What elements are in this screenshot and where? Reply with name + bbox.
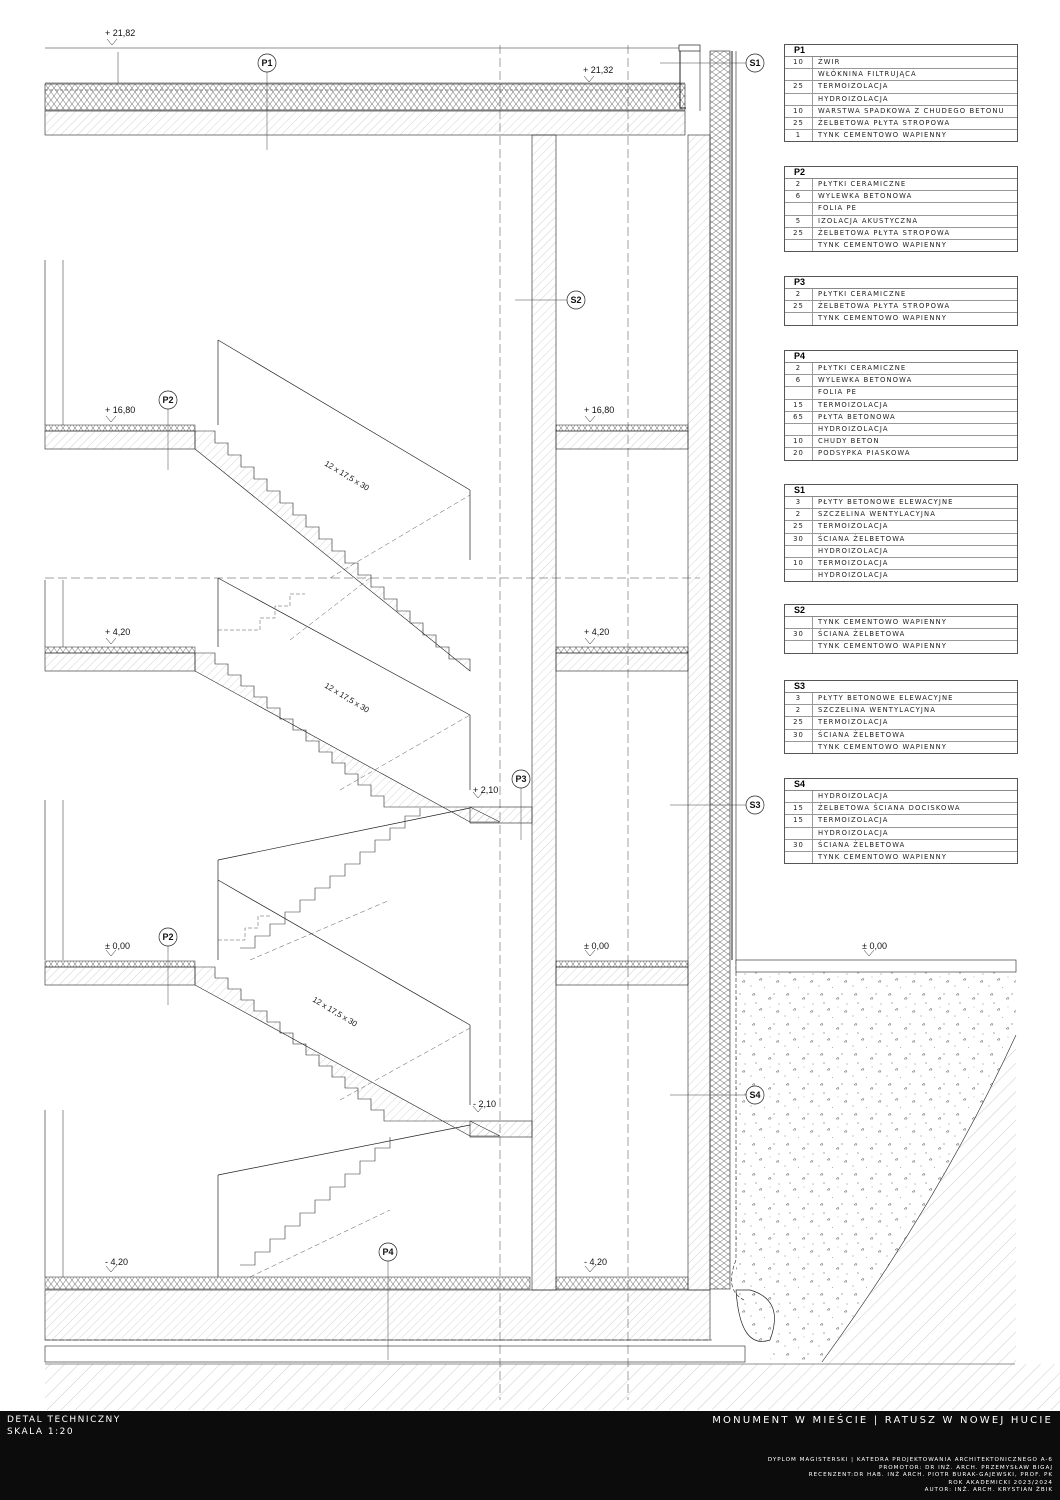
legend-row: [785, 301, 1017, 313]
layer-thickness: 1: [785, 130, 813, 141]
layer-name: HYDROIZOLACJA: [818, 424, 889, 433]
legend-row: [785, 69, 1017, 81]
legend-row: [785, 509, 1017, 521]
level-roof-slab: + 21,32: [583, 65, 614, 75]
legend-table-title: P1: [785, 45, 1017, 57]
layer-name: ŚCIANA ŻELBETOWA: [818, 534, 906, 543]
layer-name: TERMOIZOLACJA: [818, 816, 889, 825]
legend-row: [785, 852, 1017, 863]
level-basement-left: - 4,20: [105, 1257, 129, 1267]
legend-row: [785, 118, 1017, 130]
legend-row: [785, 546, 1017, 558]
layer-thickness: 20: [785, 448, 813, 459]
legend-table-s3: [784, 680, 1018, 754]
legend-row: [785, 106, 1017, 118]
legend-row: [785, 375, 1017, 387]
level-upper-right: + 16,80: [584, 405, 615, 415]
legend-row: [785, 742, 1017, 753]
layer-name: TYNK CEMENTOWO WAPIENNY: [818, 852, 948, 861]
tag-p4: P4: [382, 1247, 394, 1257]
layer-thickness: 30: [785, 730, 813, 741]
legend-row: [785, 203, 1017, 215]
layer-name: WYLEWKA BETONOWA: [818, 192, 913, 201]
layer-name: FOLIA PE: [818, 388, 858, 397]
legend-table-p4: [784, 350, 1018, 461]
layer-thickness: 65: [785, 412, 813, 423]
layer-thickness: [785, 546, 813, 557]
layer-name: HYDROIZOLACJA: [818, 571, 889, 580]
legend-row: [785, 436, 1017, 448]
layer-thickness: 25: [785, 228, 813, 239]
legend-table-title: P4: [785, 351, 1017, 363]
layer-name: TERMOIZOLACJA: [818, 522, 889, 531]
info-line: DYPLOM MAGISTERSKI | KATEDRA PROJEKTOWANIA ARCHITEKTONICZNEGO A-6: [767, 1457, 1053, 1463]
layer-name: TYNK CEMENTOWO WAPIENNY: [818, 240, 948, 249]
layer-name: TERMOIZOLACJA: [818, 400, 889, 409]
info-line: AUTOR: INŻ. ARCH. KRYSTIAN ŻBIK: [924, 1487, 1053, 1494]
layer-thickness: 6: [785, 191, 813, 202]
legend-row: [785, 534, 1017, 546]
layer-thickness: 25: [785, 81, 813, 92]
layer-thickness: [785, 94, 813, 105]
stair-label-middle: 12 x 17,5 x 30: [322, 680, 371, 715]
layer-thickness: [785, 852, 813, 863]
layer-name: PŁYTKI CERAMICZNE: [818, 364, 907, 372]
layer-thickness: 2: [785, 509, 813, 520]
layer-name: TYNK CEMENTOWO WAPIENNY: [818, 131, 948, 140]
legend-table-p2: [784, 166, 1018, 252]
legend-row: [785, 216, 1017, 228]
tag-p2-lower: P2: [162, 932, 174, 942]
layer-thickness: 30: [785, 629, 813, 640]
tag-leaders: [168, 63, 746, 1360]
stair-label-lower: 12 x 17,5 x 30: [310, 994, 359, 1029]
tag-p3: P3: [515, 774, 527, 784]
level-ground-left: ± 0,00: [105, 941, 130, 951]
legend-table-title: P3: [785, 277, 1017, 289]
legend-row: [785, 130, 1017, 141]
layer-name: ŚCIANA ŻELBETOWA: [818, 840, 906, 849]
layer-name: TYNK CEMENTOWO WAPIENNY: [818, 742, 948, 751]
legend-row: [785, 840, 1017, 852]
legend-row: [785, 629, 1017, 641]
info-line: ROK AKADEMICKI 2023/2024: [948, 1479, 1053, 1486]
level-landing-up: + 2,10: [473, 785, 499, 795]
level-second-right: + 4,20: [584, 627, 610, 637]
legend-table-title: P2: [785, 167, 1017, 179]
layer-name: TERMOIZOLACJA: [818, 82, 889, 91]
legend-row: [785, 412, 1017, 424]
layer-name: HYDROIZOLACJA: [818, 828, 889, 837]
legend-row: [785, 815, 1017, 827]
layer-thickness: [785, 203, 813, 214]
level-second-left: + 4,20: [105, 627, 131, 637]
legend-row: [785, 400, 1017, 412]
layer-name: HYDROIZOLACJA: [818, 94, 889, 103]
layer-name: SZCZELINA WENTYLACYJNA: [818, 510, 936, 519]
layer-thickness: [785, 313, 813, 324]
layer-thickness: 15: [785, 400, 813, 411]
layer-thickness: 25: [785, 118, 813, 129]
legend-row: [785, 81, 1017, 93]
legend-table-title: S3: [785, 681, 1017, 693]
layer-name: TYNK CEMENTOWO WAPIENNY: [818, 314, 948, 323]
layer-thickness: [785, 240, 813, 251]
inner-wall-s2: [45, 45, 700, 1400]
layer-thickness: 25: [785, 301, 813, 312]
tag-p1: P1: [261, 58, 273, 68]
layer-name: ŚCIANA ŻELBETOWA: [818, 630, 906, 639]
level-landing-down: - 2,10: [473, 1099, 497, 1109]
drawing-name: DETAL TECHNICZNY: [7, 1415, 121, 1425]
layer-thickness: 10: [785, 106, 813, 117]
layer-name: ŻELBETOWA PŁYTA STROPOWA: [818, 228, 951, 237]
tag-p2-upper: P2: [162, 395, 174, 405]
level-ground-right: ± 0,00: [584, 941, 609, 951]
level-upper-left: + 16,80: [105, 405, 136, 415]
legend-table-p1: [784, 44, 1018, 142]
info-line: RECENZENT:DR HAB. INŻ ARCH. PIOTR BURAK-GAJEWSKI, PROF. PK: [808, 1472, 1053, 1479]
legend-table-s2: [784, 604, 1018, 654]
soil-area: [736, 960, 1016, 1364]
level-roof-top: + 21,82: [105, 28, 136, 38]
layer-thickness: 15: [785, 815, 813, 826]
layer-name: TYNK CEMENTOWO WAPIENNY: [818, 642, 948, 651]
layer-name: CHUDY BETON: [818, 437, 880, 446]
layer-thickness: [785, 828, 813, 839]
layer-name: TYNK CEMENTOWO WAPIENNY: [818, 618, 948, 626]
layer-thickness: [785, 791, 813, 802]
layer-thickness: [785, 617, 813, 628]
layer-thickness: 2: [785, 705, 813, 716]
layer-thickness: 2: [785, 179, 813, 190]
layer-thickness: 3: [785, 497, 813, 508]
legend-table-s1: [784, 484, 1018, 582]
layer-name: HYDROIZOLACJA: [818, 792, 889, 800]
title-block: [0, 1411, 1060, 1500]
legend-row: [785, 289, 1017, 301]
legend-row: [785, 521, 1017, 533]
layer-name: PŁYTKI CERAMICZNE: [818, 180, 907, 188]
layer-name: WARSTWA SPADKOWA Z CHUDEGO BETONU: [818, 106, 1005, 115]
legend-row: [785, 730, 1017, 742]
layer-name: ŻWIR: [818, 58, 841, 66]
layer-thickness: 10: [785, 57, 813, 68]
legend-table-s4: [784, 778, 1018, 864]
layer-thickness: 25: [785, 717, 813, 728]
layer-thickness: [785, 570, 813, 581]
layer-thickness: [785, 69, 813, 80]
legend-row: [785, 705, 1017, 717]
layer-thickness: 25: [785, 521, 813, 532]
layer-name: TERMOIZOLACJA: [818, 558, 889, 567]
level-ground-exterior: ± 0,00: [862, 941, 887, 951]
legend-row: [785, 791, 1017, 803]
layer-thickness: [785, 742, 813, 753]
layer-name: TERMOIZOLACJA: [818, 718, 889, 727]
layer-thickness: 2: [785, 363, 813, 374]
legend-row: [785, 57, 1017, 69]
layer-name: HYDROIZOLACJA: [818, 546, 889, 555]
legend-table-title: S2: [785, 605, 1017, 617]
legend-row: [785, 497, 1017, 509]
legend-row: [785, 363, 1017, 375]
layer-thickness: 30: [785, 840, 813, 851]
tag-s1: S1: [749, 58, 761, 68]
tag-s4: S4: [749, 1090, 761, 1100]
project-title: MONUMENT W MIEŚCIE | RATUSZ W NOWEJ HUCIE: [712, 1415, 1053, 1426]
layer-thickness: 15: [785, 803, 813, 814]
legend-row: [785, 313, 1017, 324]
layer-name: PŁYTKI CERAMICZNE: [818, 290, 907, 298]
layer-thickness: 2: [785, 289, 813, 300]
layer-thickness: [785, 424, 813, 435]
legend-table-p3: [784, 276, 1018, 326]
layer-thickness: 3: [785, 693, 813, 704]
roof-assembly: [45, 45, 700, 135]
legend-row: [785, 228, 1017, 240]
legend-row: [785, 617, 1017, 629]
legend-row: [785, 570, 1017, 581]
legend-row: [785, 693, 1017, 705]
legend-row: [785, 641, 1017, 652]
layer-name: FOLIA PE: [818, 204, 858, 213]
layer-thickness: [785, 641, 813, 652]
legend-row: [785, 387, 1017, 399]
tag-s3: S3: [749, 800, 761, 810]
drawing-scale: SKALA 1:20: [7, 1427, 75, 1437]
legend-row: [785, 717, 1017, 729]
layer-thickness: [785, 387, 813, 398]
layer-thickness: 10: [785, 558, 813, 569]
layer-name: WYLEWKA BETONOWA: [818, 376, 913, 385]
layer-thickness: 10: [785, 436, 813, 447]
legend-row: [785, 448, 1017, 459]
legend-row: [785, 179, 1017, 191]
layer-thickness: 30: [785, 534, 813, 545]
layer-name: WŁÓKNINA FILTRUJĄCA: [818, 70, 917, 79]
legend-row: [785, 240, 1017, 251]
layer-name: PŁYTY BETONOWE ELEWACYJNE: [818, 498, 954, 506]
layer-name: ŻELBETOWA ŚCIANA DOCISKOWA: [818, 804, 961, 813]
legend-row: [785, 558, 1017, 570]
layer-name: IZOLACJA AKUSTYCZNA: [818, 216, 919, 225]
layer-thickness: 6: [785, 375, 813, 386]
layer-name: PŁYTA BETONOWA: [818, 412, 896, 421]
legend-row: [785, 94, 1017, 106]
info-line: PROMOTOR: DR INŻ. ARCH. PRZEMYSŁAW BIGAJ: [879, 1464, 1053, 1471]
legend-row: [785, 191, 1017, 203]
legend-table-title: S1: [785, 485, 1017, 497]
legend-row: [785, 803, 1017, 815]
project-info: [768, 1457, 1053, 1495]
layer-name: SZCZELINA WENTYLACYJNA: [818, 706, 936, 715]
layer-name: ŻELBETOWA PŁYTA STROPOWA: [818, 302, 951, 311]
level-basement-right: - 4,20: [584, 1257, 608, 1267]
layer-name: ŚCIANA ŻELBETOWA: [818, 730, 906, 739]
legend-table-title: S4: [785, 779, 1017, 791]
stair-label-upper: 12 x 17,5 x 30: [322, 458, 371, 493]
layer-name: ŻELBETOWA PŁYTA STROPOWA: [818, 118, 951, 127]
layer-thickness: 5: [785, 216, 813, 227]
layer-name: PŁYTY BETONOWE ELEWACYJNE: [818, 694, 954, 702]
tag-s2: S2: [570, 295, 582, 305]
legend-row: [785, 828, 1017, 840]
legend-row: [785, 424, 1017, 436]
layer-name: PODSYPKA PIASKOWA: [818, 449, 911, 458]
